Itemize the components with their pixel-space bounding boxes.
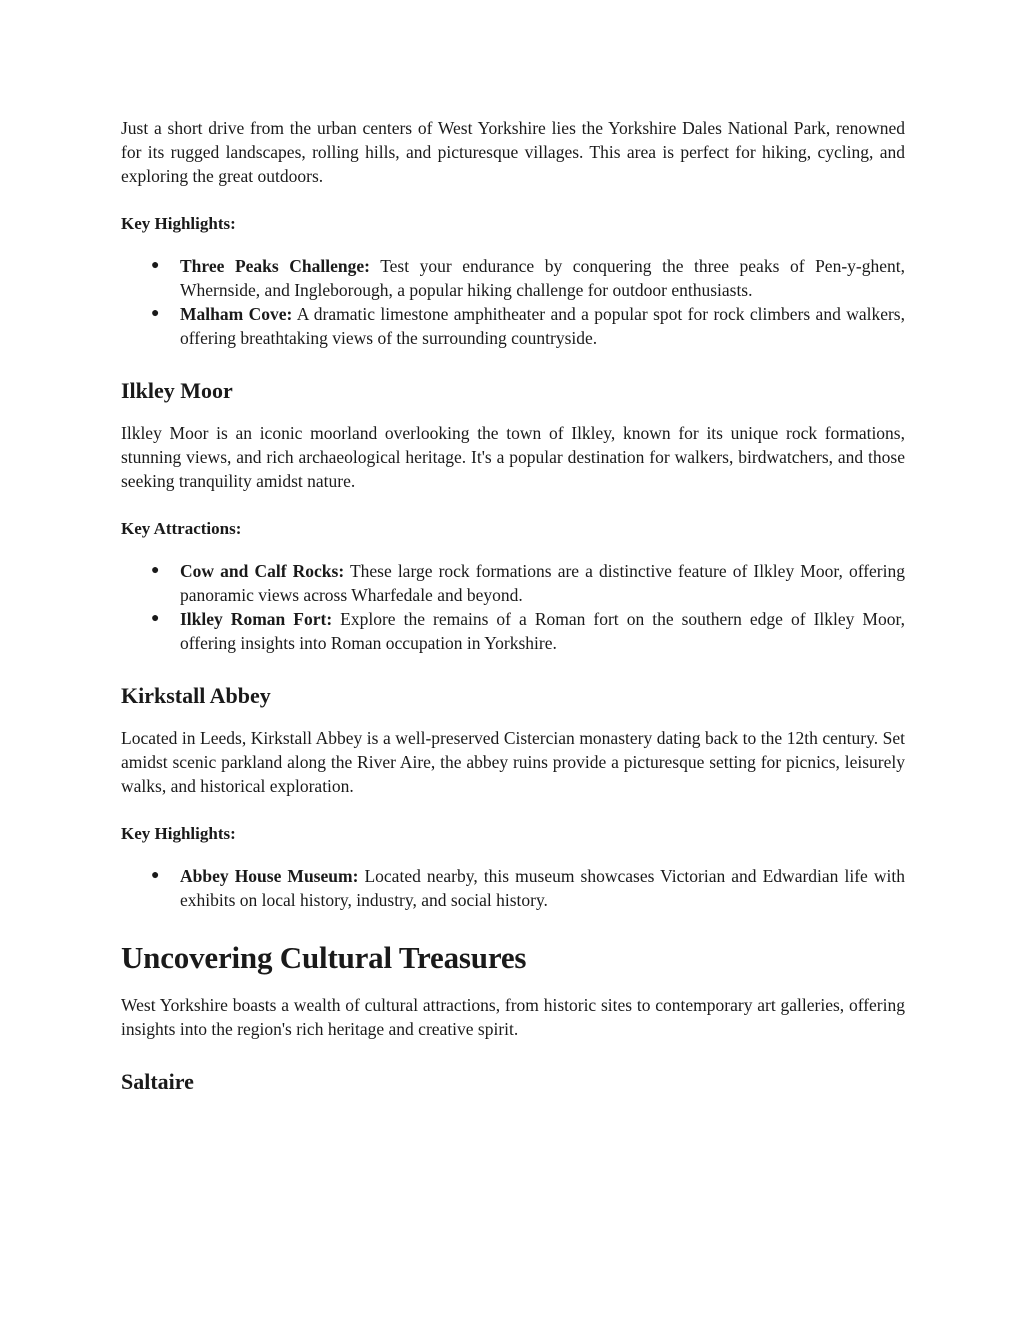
ilkley-paragraph: Ilkley Moor is an iconic moorland overlooking the town of Ilkley, known for its unique rock formations, stunning views, and rich archaeological heritage. It's a popular destination for walkers, birdwatchers, and those seeking tranquility amidst nature. bbox=[121, 423, 905, 491]
section-heading-ilkley-moor: Ilkley Moor bbox=[121, 378, 233, 403]
dales-highlights-list bbox=[121, 254, 905, 350]
ilkley-attractions-list bbox=[121, 559, 905, 655]
list-item bbox=[121, 607, 905, 655]
document-page bbox=[121, 116, 905, 1097]
bullet-icon: ● bbox=[151, 306, 160, 321]
list-item-text: A dramatic limestone amphitheater and a popular spot for rock climbers and walkers, offering breathtaking views of the surrounding countryside. bbox=[180, 304, 905, 348]
dales-key-highlights-label: Key Highlights: bbox=[121, 214, 236, 233]
list-item-text: Explore the remains of a Roman fort on the southern edge of Ilkley Moor, offering insights into Roman occupation in Yorkshire. bbox=[180, 609, 905, 653]
list-item-text: Test your endurance by conquering the three peaks of Pen-y-ghent, Whernside, and Ingleborough, a popular hiking challenge for outdoor enthusiasts. bbox=[180, 256, 905, 300]
cultural-paragraph: West Yorkshire boasts a wealth of cultural attractions, from historic sites to contemporary art galleries, offering insights into the region's rich heritage and creative spirit. bbox=[121, 995, 905, 1039]
list-item bbox=[121, 254, 905, 302]
list-item-title: Three Peaks Challenge: bbox=[180, 256, 370, 276]
list-item bbox=[121, 864, 905, 912]
bullet-icon: ● bbox=[151, 611, 160, 626]
bullet-icon: ● bbox=[151, 868, 160, 883]
list-item bbox=[121, 302, 905, 350]
list-item bbox=[121, 559, 905, 607]
list-item-title: Ilkley Roman Fort: bbox=[180, 609, 333, 629]
ilkley-key-attractions-label: Key Attractions: bbox=[121, 519, 242, 538]
page-heading-cultural-treasures: Uncovering Cultural Treasures bbox=[121, 940, 527, 975]
list-item-title: Cow and Calf Rocks: bbox=[180, 561, 345, 581]
dales-intro-paragraph: Just a short drive from the urban centers of West Yorkshire lies the Yorkshire Dales National Park, renowned for its rugged landscapes, rolling hills, and picturesque villages. This area is perfect for hiking, cycling, and exploring the great outdoors. bbox=[121, 118, 905, 186]
section-heading-kirkstall-abbey: Kirkstall Abbey bbox=[121, 683, 271, 708]
kirkstall-key-highlights-label: Key Highlights: bbox=[121, 824, 236, 843]
list-item-text: These large rock formations are a distinctive feature of Ilkley Moor, offering panoramic views across Wharfedale and beyond. bbox=[180, 561, 905, 605]
list-item-title: Malham Cove: bbox=[180, 304, 293, 324]
kirkstall-paragraph: Located in Leeds, Kirkstall Abbey is a well-preserved Cistercian monastery dating back to the 12th century. Set amidst scenic parkland along the River Aire, the abbey ruins provide a picturesque setting for picnics, leisurely walks, and historical exploration. bbox=[121, 728, 905, 796]
list-item-text: Located nearby, this museum showcases Victorian and Edwardian life with exhibits on local history, industry, and social history. bbox=[180, 866, 905, 910]
list-item-title: Abbey House Museum: bbox=[180, 866, 359, 886]
bullet-icon: ● bbox=[151, 258, 160, 273]
bullet-icon: ● bbox=[151, 563, 160, 578]
section-heading-saltaire: Saltaire bbox=[121, 1069, 194, 1094]
kirkstall-highlights-list bbox=[121, 864, 905, 912]
